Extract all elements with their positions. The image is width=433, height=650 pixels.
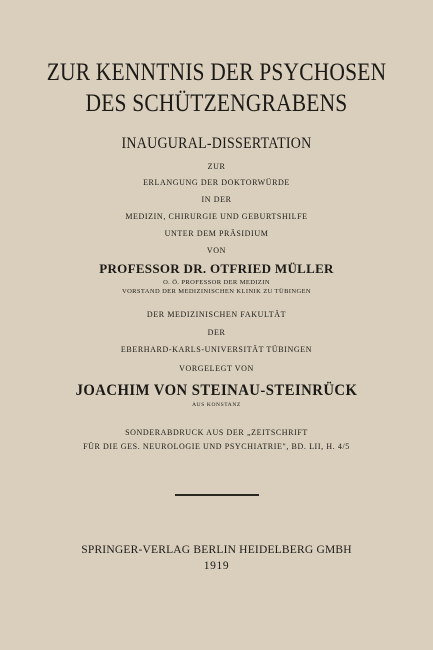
vorgelegt-von: VORGELEGT VON — [179, 364, 254, 373]
reprint-line-2: FÜR DIE GES. NEUROLOGIE UND PSYCHIATRIE", BD. LII, H. 4/5 — [83, 442, 350, 451]
president-title-2: VORSTAND DER MEDIZINISCHEN KLINIK ZU TÜBINGEN — [121, 288, 312, 295]
publication-year: 1919 — [203, 560, 230, 572]
von-label: VON — [206, 246, 227, 255]
title-line-2: DES SCHÜTZENGRABENS — [85, 90, 348, 117]
university-name: EBERHARD-KARLS-UNIVERSITÄT TÜBINGEN — [120, 345, 313, 354]
author-origin: AUS KONSTANZ — [192, 402, 241, 408]
faculty-fields: MEDIZIN, CHIRURGIE UND GEBURTSHILFE — [125, 212, 308, 221]
dissertation-zur: ZUR — [207, 162, 226, 171]
publisher-name: SPRINGER-VERLAG BERLIN HEIDELBERG GMBH — [81, 544, 352, 556]
divider-rule — [175, 494, 259, 496]
president-name: PROFESSOR DR. OTFRIED MÜLLER — [99, 261, 334, 276]
faculty-name: DER MEDIZINISCHEN FAKULTÄT — [146, 310, 287, 319]
author-name: JOACHIM VON STEINAU-STEINRÜCK — [75, 382, 358, 399]
der-label: DER — [207, 328, 226, 337]
dissertation-heading: INAUGURAL-DISSERTATION — [121, 135, 312, 152]
president-title-1: O. Ö. PROFESSOR DER MEDIZIN — [163, 279, 270, 286]
unter-dem-praesidium: UNTER DEM PRÄSIDIUM — [164, 229, 269, 238]
dissertation-erlangung: ERLANGUNG DER DOKTORWÜRDE — [143, 178, 290, 187]
title-line-1: ZUR KENNTNIS DER PSYCHOSEN — [46, 59, 387, 86]
reprint-line-1: SONDERABDRUCK AUS DER „ZEITSCHRIFT — [125, 428, 308, 437]
dissertation-in-der: IN DER — [201, 195, 232, 204]
